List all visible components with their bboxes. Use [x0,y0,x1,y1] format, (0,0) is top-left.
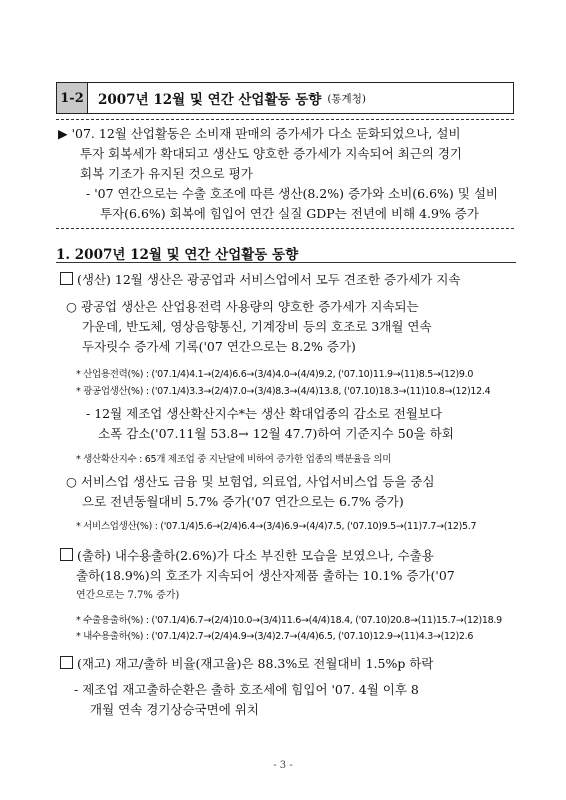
inventory-heading-text: (재고) 재고/출하 비율(재고율)은 88.3%로 전월대비 1.5%p 하락 [77,656,434,671]
section-number: 1-2 [57,83,88,113]
section-header-title: 2007년 12월 및 연간 산업활동 동향 [98,92,322,108]
note-domestic-shipment: * 내수용출하(%) : ('07.1/4)2.7→(2/4)4.9→(3/4)2.7→(4/4)6.5, ('07.10)12.9→(11)4.3→(12)2.6 [76,631,474,642]
section-header-source: (통계청) [327,92,366,105]
summary-top-rule [56,119,514,120]
section-title: 1. 2007년 12월 및 연간 산업활동 동향 [56,247,299,263]
summary-line-3: 회복 기조가 유지된 것으로 평가 [80,166,253,181]
summary-line-1: ▶ '07. 12월 산업활동은 소비재 판매의 증가세가 다소 둔화되었으나, 설비 [58,126,461,141]
checkbox-square-icon [60,656,73,669]
service-bullet-line-1: ○ 서비스업 생산도 금융 및 보험업, 의료업, 사업서비스업 등을 중심 [66,474,435,489]
shipment-line-3: 연간으로는 7.7% 증가) [76,590,180,601]
note-diffusion-index: * 생산확산지수 : 65개 제조업 중 지난달에 비하여 증가한 업종의 백분율을 의미 [76,454,392,465]
mining-bullet-line-1: ○ 광공업 생산은 산업용전력 사용량의 양호한 증가세가 지속되는 [66,299,419,314]
note-export-shipment: * 수출용출하(%) : ('07.1/4)6.7→(2/4)10.0→(3/4)11.6→(4/4)18.4, ('07.10)20.8→(11)15.7→(12)18.9 [76,615,502,626]
summary-bottom-rule [56,228,514,229]
note-mining-production: * 광공업생산(%) : ('07.1/4)3.3→(2/4)7.0→(3/4)8.3→(4/4)13.8, ('07.10)18.3→(11)10.8→(12)12.4 [76,386,491,397]
mining-bullet-line-2: 가운데, 반도체, 영상음향통신, 기계장비 등의 호조로 3개월 연속 [82,319,432,334]
service-bullet-line-2: 으로 전년동월대비 5.7% 증가('07 연간으로는 6.7% 증가) [82,494,404,509]
summary-line-2: 투자 회복세가 확대되고 생산도 양호한 증가세가 지속되어 최근의 경기 [80,146,462,161]
mining-bullet-line-3: 두자릿수 증가세 기록('07 연간으로는 8.2% 증가) [82,339,356,354]
section-title-rule [56,262,516,263]
inventory-heading [60,656,433,672]
summary-line-5: 투자(6.6%) 회복에 힘입어 연간 실질 GDP는 전년에 비해 4.9% 증가 [100,206,479,221]
shipment-line-1-text: (출하) 내수용출하(2.6%)가 다소 부진한 모습을 보였으나, 수출용 [77,548,434,563]
shipment-line-1 [60,548,434,564]
note-industrial-power: * 산업용전력(%) : ('07.1/4)4.1→(2/4)6.6→(3/4)4.0→(4/4)9.2, ('07.10)11.9→(11)8.5→(12)9.0 [76,369,474,380]
page-number: - 3 - [273,760,293,771]
production-heading [60,272,460,288]
production-heading-text: (생산) 12월 생산은 광공업과 서비스업에서 모두 견조한 증가세가 지속 [77,272,461,287]
diffusion-line-1: - 12월 제조업 생산확산지수*는 생산 확대업종의 감소로 전월보다 [86,406,443,421]
diffusion-line-2: 소폭 감소('07.11월 53.8→ 12월 47.7)하여 기준지수 50을 하회 [98,426,454,441]
shipment-line-2: 출하(18.9%)의 호조가 지속되어 생산자제품 출하는 10.1% 증가('07 [76,568,455,583]
section-header-box [56,82,514,114]
summary-line-4: - '07 연간으로는 수출 호조에 따른 생산(8.2%) 증가와 소비(6.6%) 및 설비 [86,186,498,201]
note-service-production: * 서비스업생산(%) : ('07.1/4)5.6→(2/4)6.4→(3/4)6.9→(4/4)7.5, ('07.10)9.5→(11)7.7→(12)5.7 [76,521,477,532]
checkbox-square-icon [60,272,73,285]
inventory-line-2: 개월 연속 경기상승국면에 위치 [90,702,259,717]
section-header-title-wrap [88,83,366,113]
inventory-line-1: - 제조업 재고출하순환은 출하 호조세에 힘입어 '07. 4월 이후 8 [74,682,419,697]
checkbox-square-icon [60,548,73,561]
